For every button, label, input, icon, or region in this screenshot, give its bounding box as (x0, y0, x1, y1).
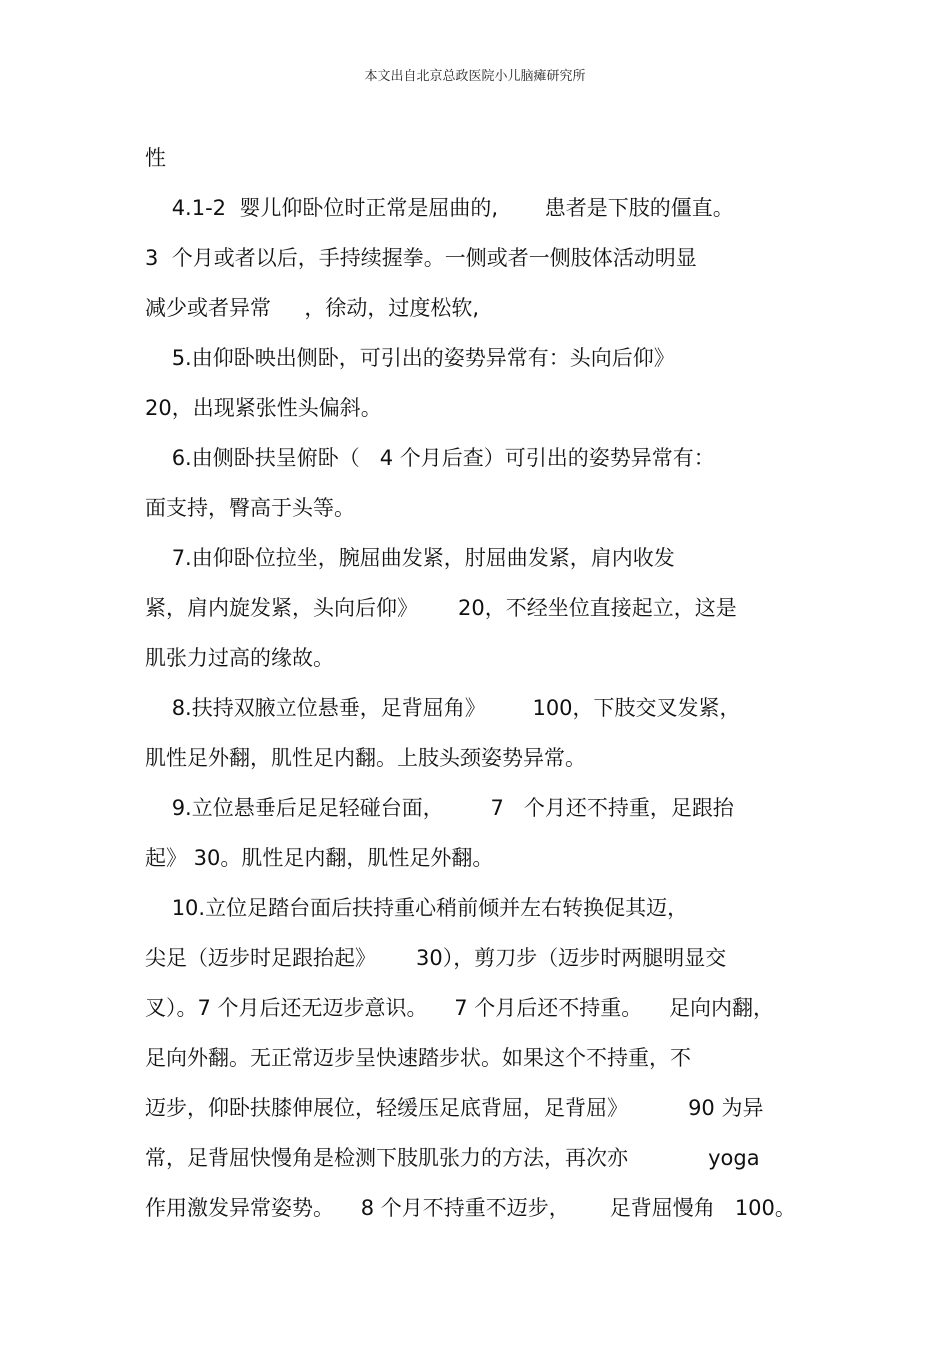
text-line: 7.由仰卧位拉坐，腕屈曲发紧，肘屈曲发紧，肩内收发 (145, 546, 675, 570)
text-line: 作用激发异常姿势。 8 个月不持重不迈步， 足背屈慢角 100。 (145, 1196, 796, 1220)
text-line: 迈步，仰卧扶膝伸展位，轻缓压足底背屈，足背屈》 90 为异 (145, 1096, 764, 1120)
text-line: 9.立位悬垂后足足轻碰台面， 7 个月还不持重，足跟抬 (145, 796, 734, 820)
text-line: 减少或者异常 ，徐动，过度松软, (145, 296, 480, 320)
text-line: 6.由侧卧扶呈俯卧（ 4 个月后查）可引出的姿势异常有： (145, 446, 715, 470)
text-line: 5.由仰卧映出侧卧，可引出的姿势异常有：头向后仰》 (145, 346, 675, 370)
text-line: 常，足背屈快慢角是检测下肢肌张力的方法，再次亦 yoga (145, 1146, 760, 1170)
text-line: 叉）。7 个月后还无迈步意识。 7 个月后还不持重。 足向内翻， (145, 996, 774, 1020)
text-line: 尖足（迈步时足跟抬起》 30），剪刀步（迈步时两腿明显交 (145, 946, 727, 970)
page-header: 本文出自北京总政医院小儿脑瘫研究所 (364, 69, 586, 84)
text-line: 肌性足外翻，肌性足内翻。上肢头颈姿势异常。 (145, 746, 586, 770)
text-line: 紧，肩内旋发紧，头向后仰》 20，不经坐位直接起立，这是 (145, 596, 737, 620)
text-line: 10.立位足踏台面后扶持重心稍前倾并左右转换促其迈， (145, 896, 689, 920)
text-line: 8.扶持双腋立位悬垂，足背屈角》 100，下肢交叉发紧， (145, 696, 741, 720)
text-line: 肌张力过高的缘故。 (145, 646, 334, 670)
text-line: 20，出现紧张性头偏斜。 (145, 396, 382, 420)
text-line: 面支持，臀高于头等。 (145, 496, 355, 520)
text-line: 3 个月或者以后，手持续握拳。一侧或者一侧肢体活动明显 (145, 246, 697, 270)
text-line: 性 (145, 146, 166, 170)
text-line: 4.1-2 婴儿仰卧位时正常是屈曲的, 患者是下肢的僵直。 (145, 196, 734, 220)
text-line: 起》 30。肌性足内翻，肌性足外翻。 (145, 846, 494, 870)
text-line: 足向外翻。无正常迈步呈快速踏步状。如果这个不持重，不 (145, 1046, 691, 1070)
